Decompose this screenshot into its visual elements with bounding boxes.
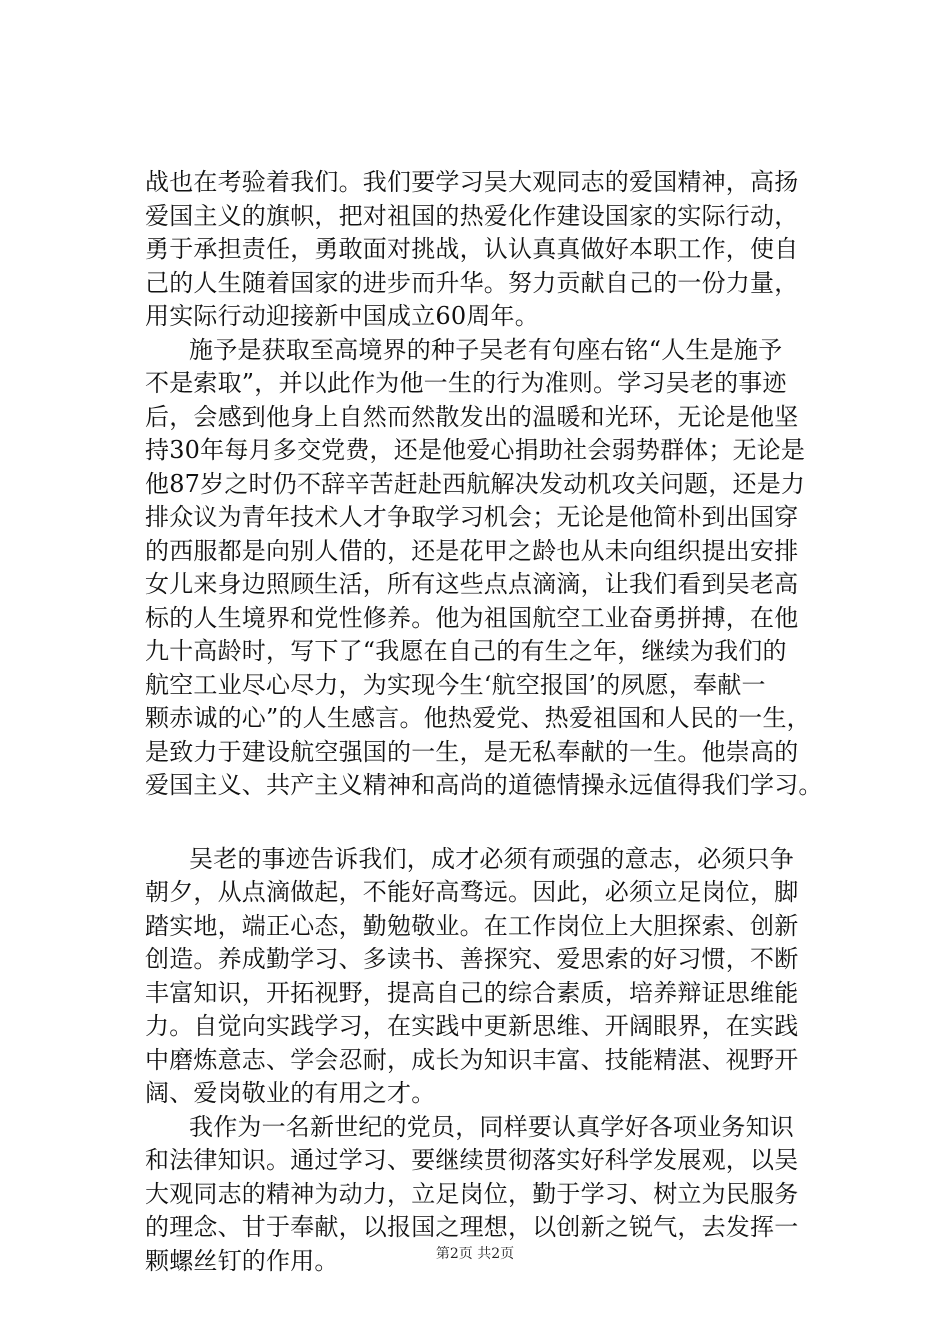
text-line: 后，会感到他身上自然而然散发出的温暖和光环，无论是他坚 [145, 402, 799, 431]
text-line: 的理念、甘于奉献，以报国之理想，以创新之锐气，去发挥一 [145, 1213, 799, 1241]
text-line: 施予是获取至高境界的种子吴老有句座右铭“人生是施予 [189, 335, 783, 364]
text-line: 航空工业尽心尽力，为实现今生‘航空报国’的夙愿，奉献一 [145, 670, 766, 699]
text-line: 我作为一名新世纪的党员，同样要认真学好各项业务知识 [189, 1112, 794, 1141]
text-line: 是致力于建设航空强国的一生，是无私奉献的一生。他崇高的 [145, 737, 799, 766]
text-line: 和法律知识。通过学习、要继续贯彻落实好科学发展观，以吴 [145, 1146, 799, 1174]
text-line: 排众议为青年技术人才争取学习机会；无论是他简朴到出国穿 [145, 503, 799, 531]
paragraph-3 [145, 843, 845, 1111]
text-line: 的西服都是向别人借的，还是花甲之龄也从未向组织提出安排 [145, 536, 799, 565]
text-line: 力。自觉向实践学习，在实践中更新思维、开阔眼界，在实践 [145, 1012, 799, 1040]
text-line: 颗赤诚的心”的人生感言。他热爱党、热爱祖国和人民的一生， [145, 704, 811, 732]
page-number-footer: 第2页 共2页 [435, 1246, 515, 1262]
text-line: 踏实地，端正心态，勤勉敬业。在工作岗位上大胆探索、创新 [145, 911, 799, 940]
text-line: 阔、爱岗敬业的有用之才。 [145, 1079, 436, 1107]
text-line: 丰富知识，开拓视野，提高自己的综合素质，培养辩证思维能 [145, 978, 799, 1007]
document-body [145, 166, 845, 1278]
text-line: 不是索取”，并以此作为他一生的行为准则。学习吴老的事迹 [145, 369, 787, 397]
text-line: 大观同志的精神为动力，立足岗位，勤于学习、树立为民服务 [145, 1179, 799, 1208]
paragraph-1 [145, 166, 845, 334]
text-line: 爱国主义、共产主义精神和高尚的道德情操永远值得我们学习。 [145, 771, 823, 799]
paragraph-2 [145, 334, 845, 803]
text-line: 爱国主义的旗帜，把对祖国的热爱化作建设国家的实际行动， [145, 201, 799, 230]
text-line: 女儿来身边照顾生活，所有这些点点滴滴，让我们看到吴老高 [145, 570, 799, 598]
text-line: 颗螺丝钉的作用。 [145, 1246, 339, 1275]
text-line: 创造。养成勤学习、多读书、善探究、爱思索的好习惯，不断 [145, 945, 799, 973]
text-line: 战也在考验着我们。我们要学习吴大观同志的爱国精神，高扬 [145, 168, 799, 196]
text-line: 勇于承担责任，勇敢面对挑战，认认真真做好本职工作，使自 [145, 235, 799, 263]
text-line: 用实际行动迎接新中国成立60周年。 [145, 302, 539, 330]
text-line: 己的人生随着国家的进步而升华。努力贡献自己的一份力量， [145, 268, 799, 297]
text-line: 中磨炼意志、学会忍耐，成长为知识丰富、技能精湛、视野开 [145, 1045, 799, 1074]
text-line: 标的人生境界和党性修养。他为祖国航空工业奋勇拼搏，在他 [145, 603, 799, 632]
text-line: 九十高龄时，写下了“我愿在自己的有生之年，继续为我们的 [145, 637, 787, 665]
text-line: 持30年每月多交党费，还是他爱心捐助社会弱势群体；无论是 [145, 436, 806, 464]
text-line: 朝夕，从点滴做起，不能好高骛远。因此，必须立足岗位，脚 [145, 878, 799, 906]
text-line: 他87岁之时仍不辞辛苦赶赴西航解决发动机攻关问题，还是力 [145, 469, 806, 498]
paragraph-spacer [145, 803, 845, 843]
text-line: 吴老的事迹告诉我们，成才必须有顽强的意志，必须只争 [189, 844, 794, 873]
